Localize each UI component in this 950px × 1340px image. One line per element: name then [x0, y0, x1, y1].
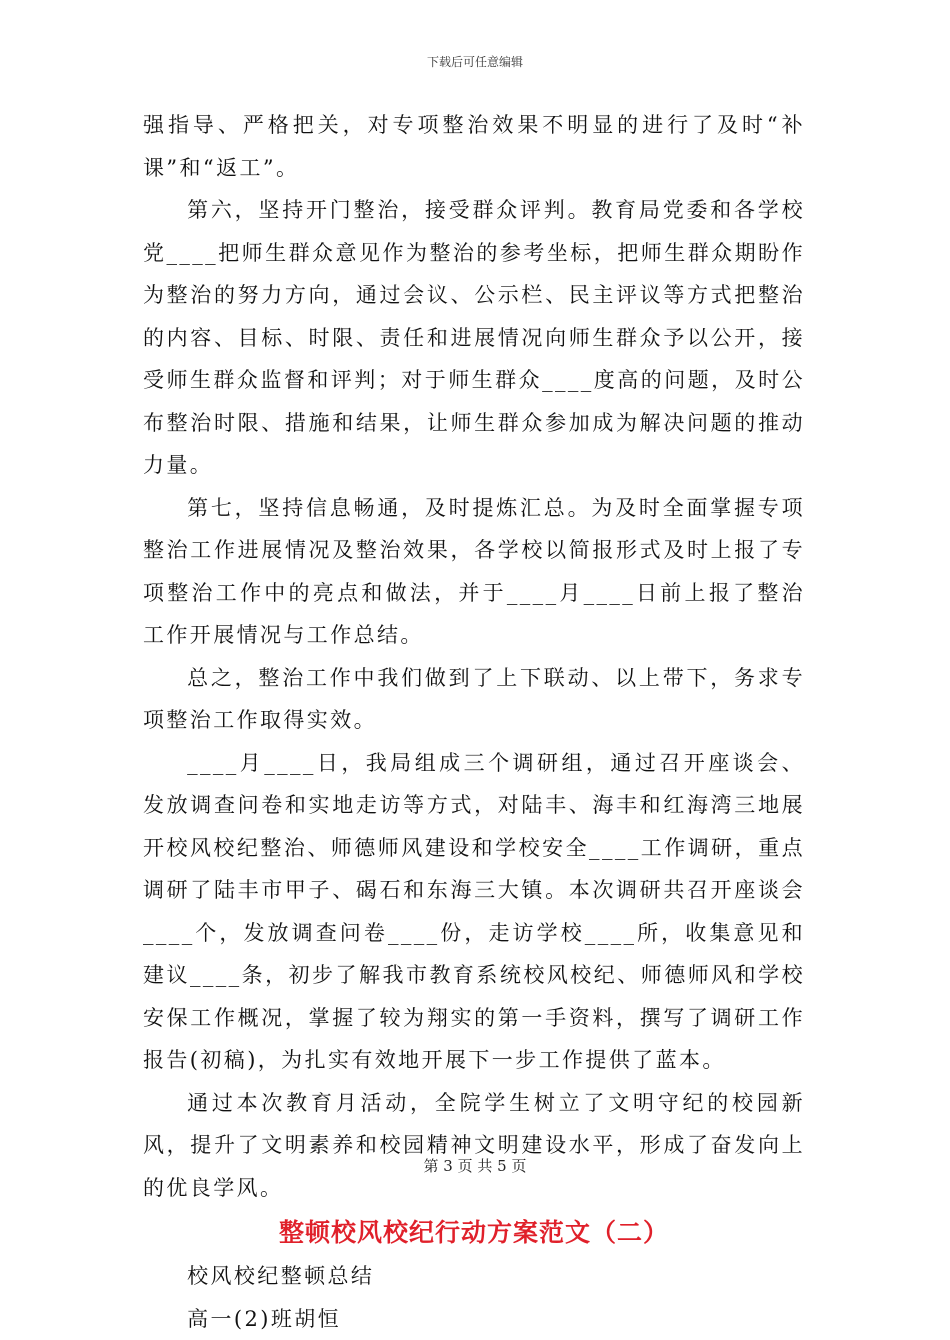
paragraph-point-six: 第六，坚持开门整治，接受群众评判。教育局党委和各学校党____把师生群众意见作为整治的参考坐标，把师生群众期盼作为整治的努力方向，通过会议、公示栏、民主评议等方式把整治的内容、目标、时限、责任和进展情况向师生群众予以公开，接受师生群众监督和评判；对于师生群众____度高的问题，及时公布整治时限、措施和结果，让师生群众参加成为解决问题的推动力量。	[143, 189, 805, 487]
paragraph-summary: 总之，整治工作中我们做到了上下联动、以上带下，务求专项整治工作取得实效。	[143, 657, 805, 742]
page-number-indicator: 第 3 页 共 5 页	[0, 1155, 950, 1176]
paragraph-conclusion: 通过本次教育月活动，全院学生树立了文明守纪的校园新风，提升了文明素养和校园精神文明建设水平，形成了奋发向上的优良学风。	[143, 1082, 805, 1210]
paragraph-continuation: 强指导、严格把关，对专项整治效果不明显的进行了及时“补课”和“返工”。	[143, 104, 805, 189]
section-author: 高一(2)班胡恒	[143, 1298, 805, 1340]
paragraph-research: ____月____日，我局组成三个调研组，通过召开座谈会、发放调查问卷和实地走访等方式，对陆丰、海丰和红海湾三地展开校风校纪整治、师德师风建设和学校安全____工作调研，重点调研了陆丰市甲子、碣石和东海三大镇。本次调研共召开座谈会____个，发放调查问卷____份，走访学校____所，收集意见和建议____条，初步了解我市教育系统校风校纪、师德师风和学校安保工作概况，掌握了较为翔实的第一手资料，撰写了调研工作报告(初稿)，为扎实有效地开展下一步工作提供了蓝本。	[143, 742, 805, 1082]
section-subtitle: 校风校纪整顿总结	[143, 1255, 805, 1298]
paragraph-point-seven: 第七，坚持信息畅通，及时提炼汇总。为及时全面掌握专项整治工作进展情况及整治效果，各学校以简报形式及时上报了专项整治工作中的亮点和做法，并于____月____日前上报了整治工作开展情况与工作总结。	[143, 487, 805, 657]
section-title: 整顿校风校纪行动方案范文（二）	[143, 1209, 805, 1255]
page-header-note: 下载后可任意编辑	[0, 53, 950, 70]
